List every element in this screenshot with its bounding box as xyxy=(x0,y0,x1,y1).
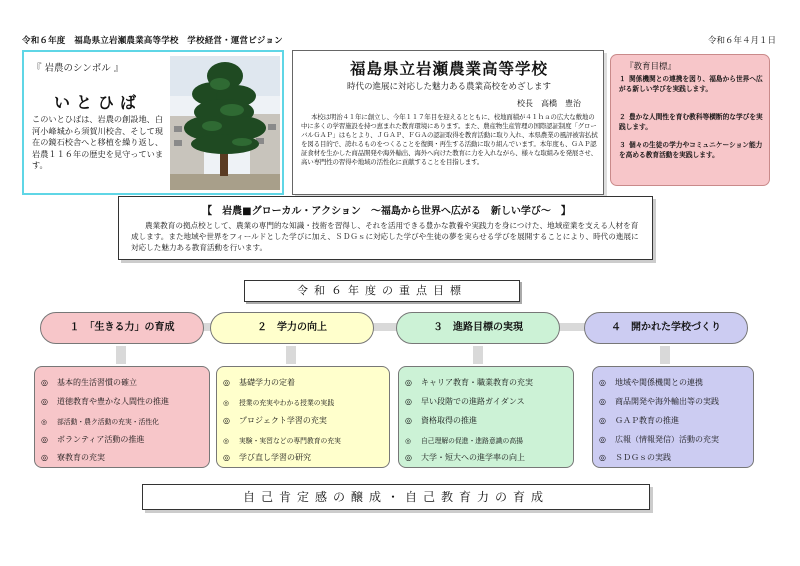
bullet-mark: ◎ xyxy=(405,416,412,425)
list-item xyxy=(41,434,144,445)
bullet-mark: ◎ xyxy=(405,437,411,445)
list-item-text: ボランティア活動の推進 xyxy=(57,435,145,444)
list-item xyxy=(223,435,341,445)
list-item xyxy=(223,377,295,388)
principal-name: 校長 高橋 豊治 xyxy=(517,99,581,108)
list-item-text: 寮教育の充実 xyxy=(57,453,105,462)
pillar-1-list xyxy=(34,366,210,468)
list-item xyxy=(405,396,525,407)
list-item-text: 資格取得の推進 xyxy=(421,416,477,425)
goal-item xyxy=(619,113,765,132)
goal-number: ３ xyxy=(619,141,626,149)
goal-number: ２ xyxy=(619,113,626,121)
goal-number: １ xyxy=(619,75,626,83)
bullet-mark: ◎ xyxy=(599,397,606,406)
list-item-text: 早い段階での進路ガイダンス xyxy=(421,397,525,406)
symbol-description: このいとひばは、岩農の創設地、白河小峰城から須賀川校舎、そして現在の鏡石校舎へと移植を繰り返し、岩農１１６年の歴史を見守っています。 xyxy=(32,114,164,170)
list-item-text: 部活動・農ク活動の充実・活性化 xyxy=(57,418,159,426)
bullet-mark: ◎ xyxy=(599,435,606,444)
document-date: 令和６年４月１日 xyxy=(707,36,776,46)
pillar-3-heading: ３ 進路目標の実現 xyxy=(396,312,560,344)
bullet-mark: ◎ xyxy=(223,416,230,425)
symbol-title: 『 岩農のシンボル 』 xyxy=(32,63,124,74)
school-box xyxy=(292,50,604,195)
pillar-4-heading: ４ 開かれた学校づくり xyxy=(584,312,748,344)
bullet-mark: ◎ xyxy=(405,397,412,406)
bullet-mark: ◎ xyxy=(41,453,48,462)
list-item xyxy=(405,377,533,388)
goal-item xyxy=(619,141,765,160)
slogan-box xyxy=(118,196,653,260)
list-item xyxy=(223,397,334,407)
pillar-stem xyxy=(473,346,483,364)
school-name: 福島県立岩瀬農業高等学校 xyxy=(349,60,548,78)
symbol-name: いとひば xyxy=(54,93,143,112)
pillar-1-heading: １ 「生きる力」の育成 xyxy=(40,312,204,344)
list-item xyxy=(599,452,671,463)
list-item-text: 学び直し学習の研究 xyxy=(239,453,311,462)
bullet-mark: ◎ xyxy=(41,397,48,406)
list-item-text: 広報（情報発信）活動の充実 xyxy=(615,435,719,444)
list-item xyxy=(41,416,159,426)
goal-text: 個々の生徒の学力やコミュニケーション能力を高める教育活動を実践します。 xyxy=(619,141,763,159)
school-subtitle: 時代の進展に対応した魅力ある農業高校をめざします xyxy=(346,82,551,92)
list-item xyxy=(599,434,719,445)
list-item xyxy=(599,396,719,407)
list-item xyxy=(223,415,327,426)
goal-item xyxy=(619,75,765,94)
list-item xyxy=(41,377,137,388)
list-item xyxy=(41,396,169,407)
focus-goals-heading: 令和６年度の重点目標 xyxy=(244,280,520,302)
bullet-mark: ◎ xyxy=(405,378,412,387)
pillar-stem xyxy=(660,346,670,364)
bullet-mark: ◎ xyxy=(223,453,230,462)
bullet-mark: ◎ xyxy=(405,453,412,462)
bullet-mark: ◎ xyxy=(599,453,606,462)
list-item-text: ＧＡＰ教育の推進 xyxy=(615,416,679,425)
list-item xyxy=(41,452,105,463)
list-item-text: 基本的生活習慣の確立 xyxy=(57,378,137,387)
bullet-mark: ◎ xyxy=(41,418,47,426)
list-item-text: キャリア教育・職業教育の充実 xyxy=(421,378,533,387)
goal-text: 関係機関との連携を図り、福島から世界へ広がる新しい学びを実践します。 xyxy=(619,75,763,93)
pillar-4-list xyxy=(592,366,754,468)
goal-text: 豊かな人間性を育む教科等横断的な学びを実践します。 xyxy=(619,113,763,131)
list-item xyxy=(405,452,525,463)
list-item-text: 大学・短大への進学率の向上 xyxy=(421,453,525,462)
slogan-title: 【 岩農■グローカル・アクション ～福島から世界へ広がる 新しい学び～ 】 xyxy=(202,206,571,217)
bottom-banner: 自己肯定感の醸成・自己教育力の育成 xyxy=(142,484,650,510)
list-item-text: 自己理解の促進・進路意識の高揚 xyxy=(421,437,523,445)
list-item xyxy=(599,377,703,388)
symbol-box xyxy=(22,50,284,195)
list-item-text: 授業の充実やわかる授業の実践 xyxy=(239,399,335,407)
document-header: 令和６年度 福島県立岩瀬農業高等学校 学校経営・運営ビジョン xyxy=(22,36,283,46)
bullet-mark: ◎ xyxy=(599,416,606,425)
list-item xyxy=(405,435,523,445)
bullet-mark: ◎ xyxy=(223,399,229,407)
educational-goals-box xyxy=(610,54,770,186)
list-item-text: ＳＤＧｓの実践 xyxy=(615,453,671,462)
list-item xyxy=(405,415,477,426)
list-item xyxy=(223,452,311,463)
list-item-text: プロジェクト学習の充実 xyxy=(239,416,327,425)
bullet-mark: ◎ xyxy=(223,378,230,387)
list-item-text: 実験・実習などの専門教育の充実 xyxy=(239,437,341,445)
pillar-stem xyxy=(286,346,296,364)
bullet-mark: ◎ xyxy=(41,378,48,387)
list-item-text: 道徳教育や豊かな人間性の推進 xyxy=(57,397,169,406)
pillar-3-list xyxy=(398,366,574,468)
tree-photo xyxy=(170,56,280,190)
slogan-description: 農業教育の拠点校として、農業の専門的な知識・技術を習得し、それを活用できる豊かな教養や実践力を身につけた、地域産業を支える人材を育成します。また地域や世界をフィールドとした学びに加え、ＳＤＧｓに対応した学びや生徒の夢を実らせる学びを展開することにより、時代の進展に対応した魅力ある教育活動を行います。 xyxy=(131,221,639,252)
pillar-2-list xyxy=(216,366,390,468)
list-item-text: 地域や関係機関との連携 xyxy=(615,378,703,387)
pillar-2-heading: ２ 学力の向上 xyxy=(210,312,374,344)
list-item-text: 基礎学力の定着 xyxy=(239,378,295,387)
list-item-text: 商品開発や海外輸出等の実践 xyxy=(615,397,719,406)
school-description: 本校は明治４１年に創立し、今年１１７年目を迎えるとともに、校地面積が４１ｈａの広大な敷地の中に多くの学習施設を持つ恵まれた教育環境にあります。また、農産物生産管理の国際認証制度「グローバルＧＡＰ」はもとより、ＪＧＡＰ、ＦＧＡの認証取得を教育活動に取り入れ、本県農業の風評被害払拭を図る目的で、誇れるものをつくることを復興・再生する活動に取り組んでいます。本年度も、ＧＡＰ認証食材を生かした商品開発や海外輸出、海外へ向けた教育に力を入れながら、様々な取組みを発展させ、高い専門性の習得や地域の活性化に貢献することを目指します。 xyxy=(301,113,598,166)
bullet-mark: ◎ xyxy=(223,437,229,445)
list-item xyxy=(599,415,679,426)
bullet-mark: ◎ xyxy=(41,435,48,444)
bullet-mark: ◎ xyxy=(599,378,606,387)
goals-title: 『教育目標』 xyxy=(625,62,677,72)
pillar-stem xyxy=(116,346,126,364)
